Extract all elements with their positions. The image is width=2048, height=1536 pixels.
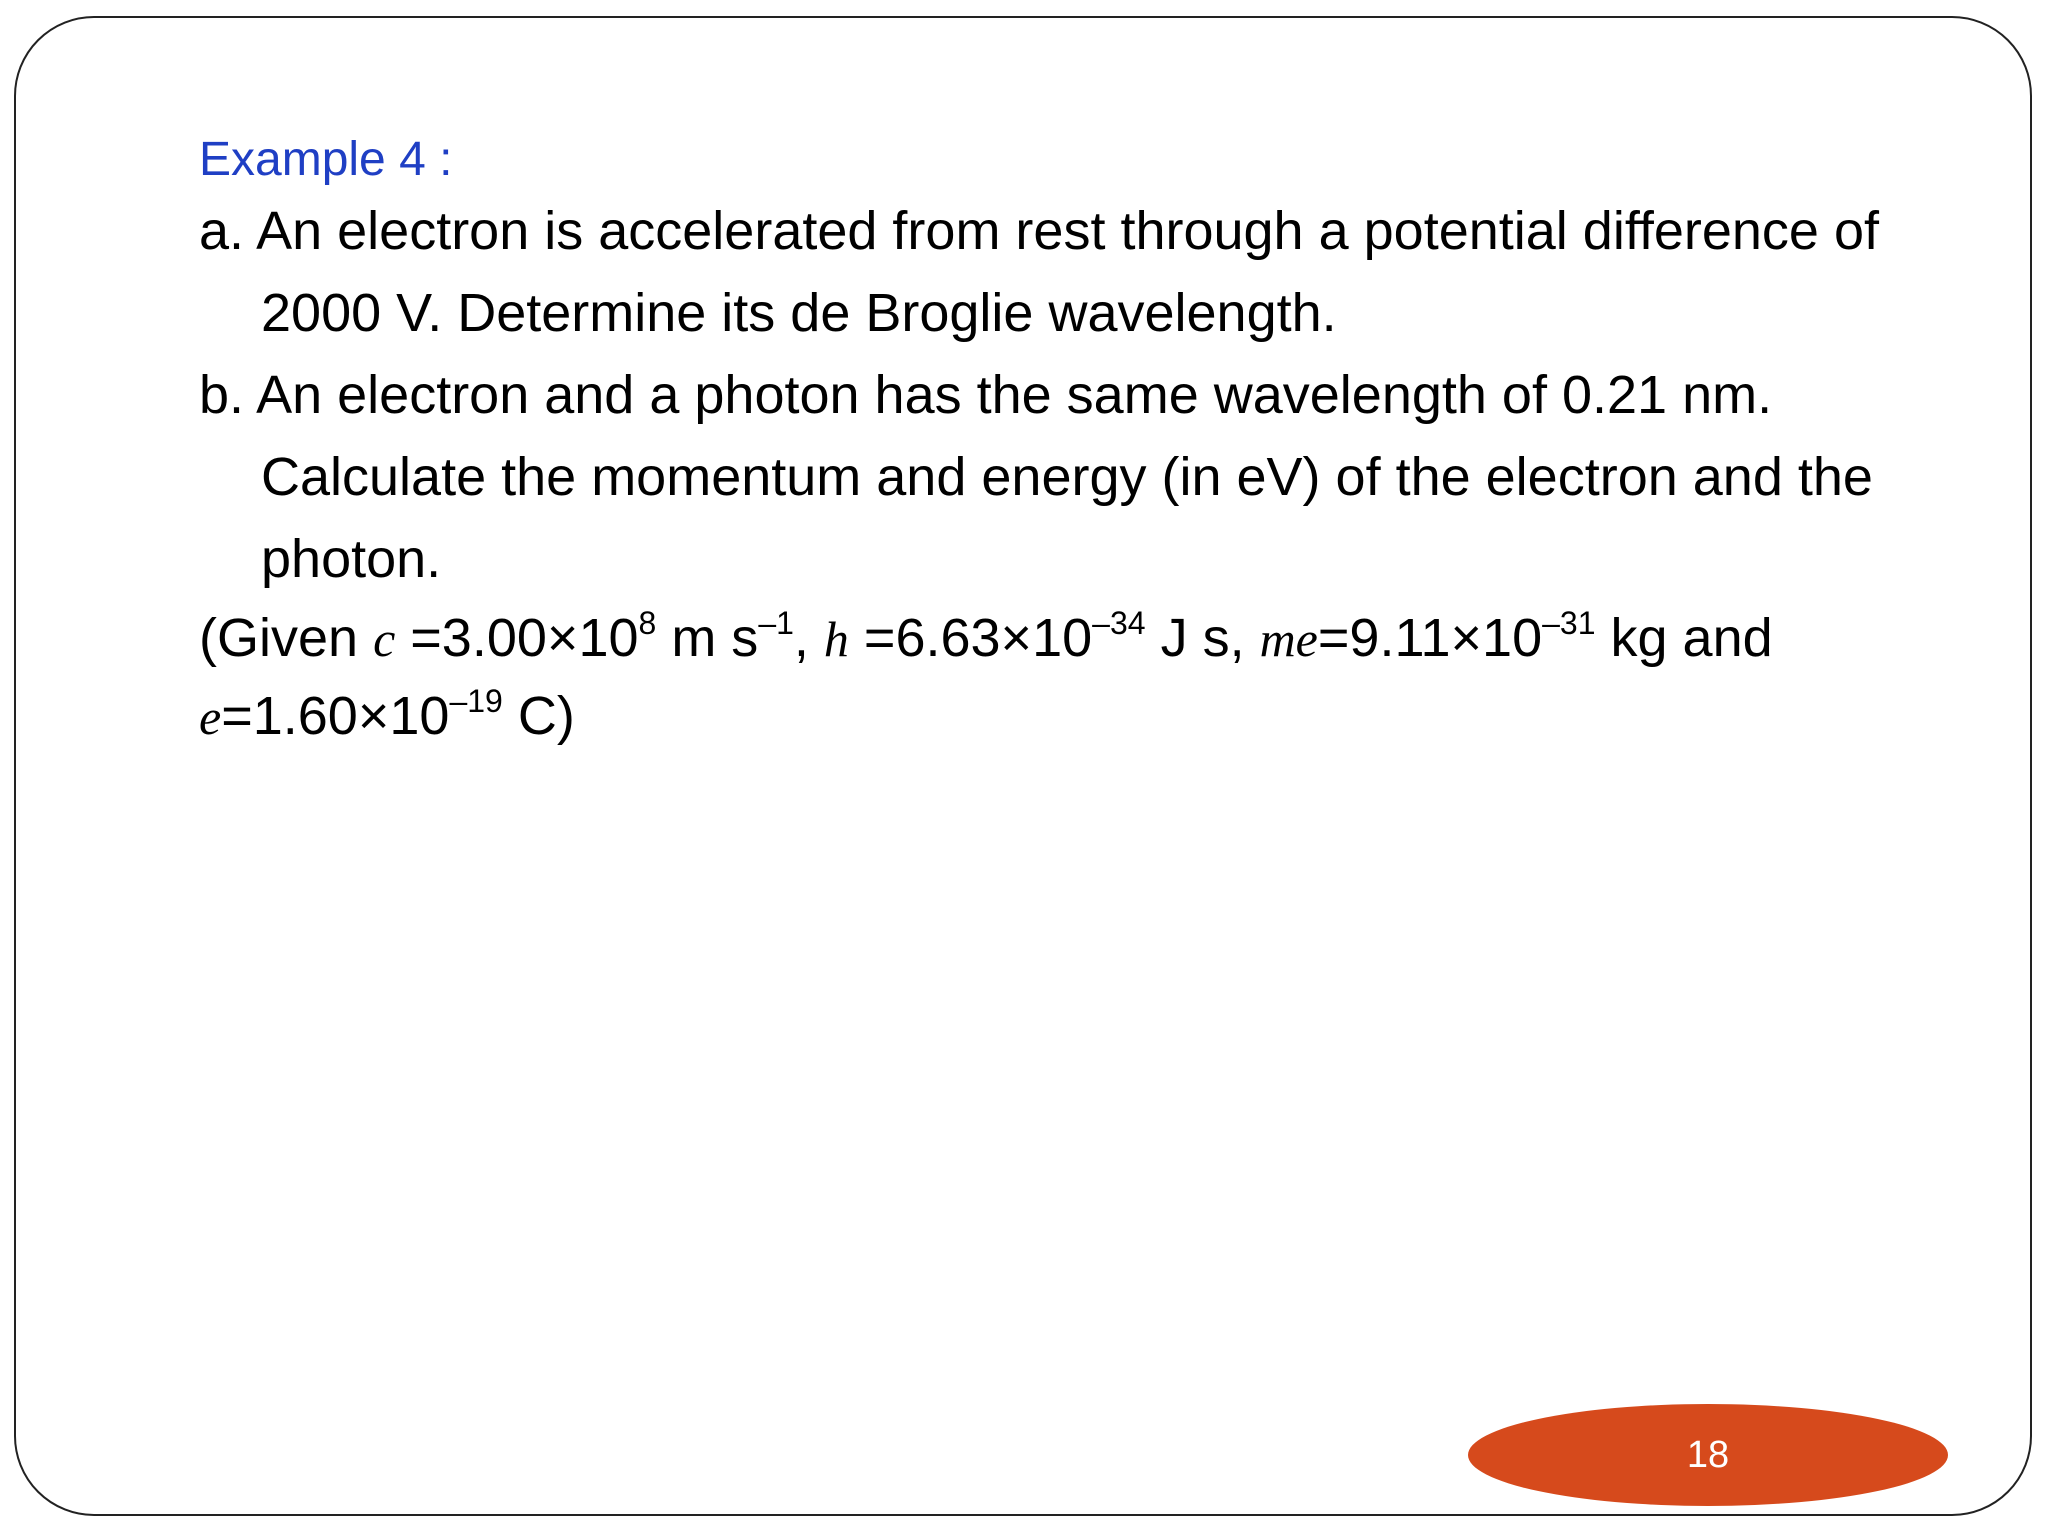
unit-c: m s: [656, 608, 759, 668]
page-number-badge: [1468, 1404, 1948, 1506]
symbol-c: c: [373, 611, 396, 667]
part-a-label: a.: [199, 201, 245, 261]
given-open: (Given: [199, 608, 374, 668]
given-constants: [199, 600, 1959, 756]
unit-e: C): [502, 686, 575, 746]
symbol-h: h: [823, 611, 849, 667]
part-a: [199, 190, 1959, 354]
unit-me: kg and: [1595, 608, 1773, 668]
symbol-me: me: [1259, 611, 1318, 667]
value-c: =3.00×10: [395, 608, 639, 668]
separator: ,: [793, 608, 824, 668]
exp-c: 8: [638, 605, 657, 641]
slide-content: [199, 130, 1959, 756]
exp-e: –19: [449, 683, 503, 719]
unit-h: J s,: [1145, 608, 1260, 668]
example-title: Example 4 :: [199, 133, 453, 186]
exp-me: –31: [1542, 605, 1596, 641]
part-a-text: An electron is accelerated from rest through a potential difference of 2000 V. Determine its de Broglie wavelength.: [256, 201, 1880, 343]
value-e: =1.60×10: [221, 686, 450, 746]
value-h: =6.63×10: [848, 608, 1093, 668]
part-b-text: An electron and a photon has the same wavelength of 0.21 nm. Calculate the momentum and energy (in eV) of the electron and the photon.: [256, 365, 1873, 589]
part-b-label: b.: [199, 365, 245, 425]
exp-h: –34: [1092, 605, 1146, 641]
symbol-e: e: [199, 689, 222, 745]
value-me: =9.11×10: [1317, 608, 1543, 668]
part-b: [199, 354, 1959, 600]
unit-exp-c: –1: [758, 605, 794, 641]
page-number: 18: [1686, 1433, 1730, 1476]
